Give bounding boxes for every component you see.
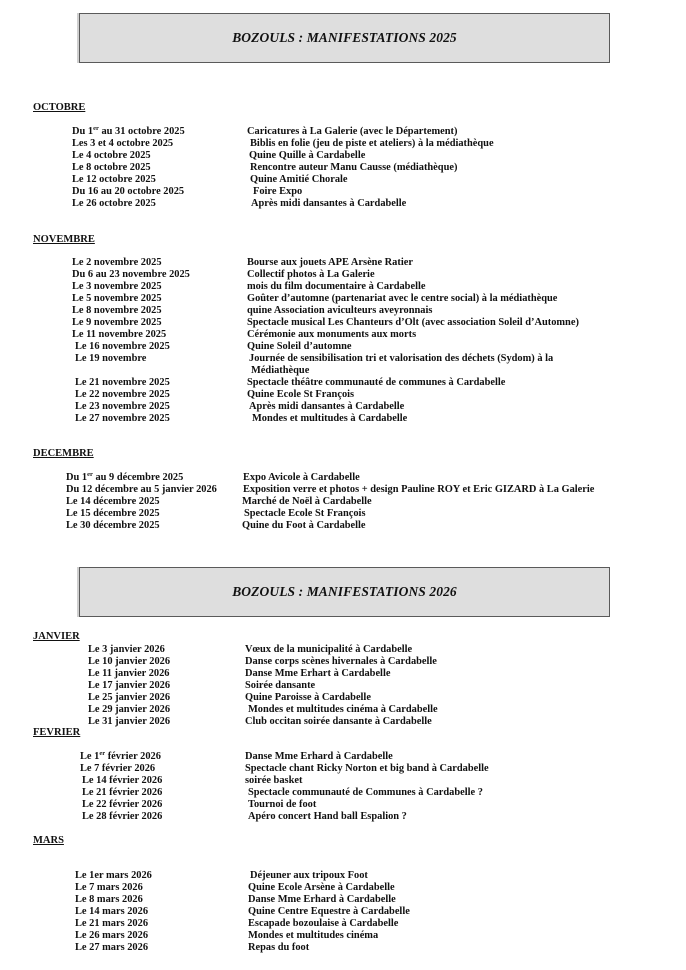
title-box-2026 [79, 567, 610, 617]
event-row [0, 401, 686, 413]
event-row [0, 341, 686, 353]
event-description: Marché de Noël à Cardabelle [242, 496, 372, 507]
event-description: Spectacle communauté de Communes à Cardabelle ? [248, 787, 483, 798]
title-box-2025 [79, 13, 610, 63]
event-row-continuation [0, 365, 686, 377]
event-date [66, 472, 183, 484]
event-row [0, 389, 686, 401]
page-title-2026: BOZOULS : MANIFESTATIONS 2026 [232, 584, 457, 599]
event-row [0, 751, 686, 763]
event-date: Le 11 novembre 2025 [72, 329, 167, 340]
event-description: Vœux de la municipalité à Cardabelle [245, 644, 413, 655]
event-description: Club occitan soirée dansante à Cardabelle [245, 716, 432, 727]
event-row [0, 704, 686, 716]
event-date: Le 12 octobre 2025 [72, 174, 156, 185]
event-description: Quine du Foot à Cardabelle [242, 520, 366, 531]
event-date: Le 26 mars 2026 [75, 930, 149, 941]
event-description: Spectacle chant Ricky Norton et big band à Cardabelle [245, 763, 489, 774]
event-row [0, 150, 686, 162]
event-row [0, 692, 686, 704]
event-description: Mondes et multitudes cinéma [248, 930, 379, 941]
event-date: Le 2 novembre 2025 [72, 257, 162, 268]
event-description: Journée de sensibilisation tri et valorisation des déchets (Sydom) à la [249, 353, 554, 364]
event-date: Le 7 février 2026 [80, 763, 156, 774]
event-row [0, 126, 686, 138]
event-row [0, 198, 686, 210]
event-description: quine Association aviculteurs aveyronnais [247, 305, 433, 316]
event-row [0, 353, 686, 365]
date-text: février 2026 [105, 751, 161, 762]
event-description: Cérémonie aux monuments aux morts [247, 329, 417, 340]
event-date: Le 9 novembre 2025 [72, 317, 162, 328]
event-row [0, 317, 686, 329]
event-row [0, 186, 686, 198]
event-row [0, 882, 686, 894]
date-text: au 9 décembre 2025 [92, 472, 184, 483]
event-description: Mondes et multitudes à Cardabelle [252, 413, 408, 424]
event-date: Le 14 février 2026 [82, 775, 163, 786]
event-date: Le 21 mars 2026 [75, 918, 149, 929]
event-row [0, 680, 686, 692]
event-description: Caricatures à La Galerie (avec le Département) [247, 126, 458, 137]
event-date: Le 1er mars 2026 [75, 870, 152, 881]
event-date: Le 19 novembre [75, 353, 147, 364]
event-row [0, 811, 686, 823]
event-row [0, 894, 686, 906]
event-date: Le 25 janvier 2026 [88, 692, 171, 703]
event-description: Exposition verre et photos + design Pauline ROY et Eric GIZARD à La Galerie [243, 484, 595, 495]
event-row [0, 484, 686, 496]
date-text: Du 1 [66, 472, 88, 483]
event-row [0, 281, 686, 293]
event-row [0, 930, 686, 942]
event-row [0, 942, 686, 954]
event-description: Quine Soleil d’automne [247, 341, 352, 352]
event-date: Le 30 décembre 2025 [66, 520, 160, 531]
event-description: Danse Mme Erhard à Cardabelle [248, 894, 396, 905]
event-description: Spectacle musical Les Chanteurs d’Olt (avec association Soleil d’Automne) [247, 317, 579, 328]
event-date: Le 29 janvier 2026 [88, 704, 171, 715]
event-date: Le 21 février 2026 [82, 787, 163, 798]
event-date: Du 6 au 23 novembre 2025 [72, 269, 190, 280]
event-date: Le 16 novembre 2025 [75, 341, 170, 352]
date-text: Le 1 [80, 751, 100, 762]
event-description: Escapade bozoulaise à Cardabelle [248, 918, 399, 929]
month-heading-decembre: DECEMBRE [33, 448, 94, 459]
event-date [72, 126, 185, 138]
event-description: Tournoi de foot [248, 799, 317, 810]
date-text: au 31 octobre 2025 [98, 126, 185, 137]
event-date: Le 31 janvier 2026 [88, 716, 171, 727]
event-description-continuation: Médiathèque [251, 365, 310, 376]
event-row [0, 413, 686, 425]
date-text: Du 1 [72, 126, 94, 137]
month-heading-novembre: NOVEMBRE [33, 234, 95, 245]
date-superscript: er [87, 471, 93, 478]
month-heading-fevrier: FEVRIER [33, 727, 81, 738]
event-description: Rencontre auteur Manu Causse (médiathèque) [250, 162, 458, 173]
month-heading-janvier: JANVIER [33, 631, 80, 642]
event-row [0, 162, 686, 174]
event-date: Le 8 octobre 2025 [72, 162, 151, 173]
event-date: Le 7 mars 2026 [75, 882, 143, 893]
event-row [0, 174, 686, 186]
event-row [0, 906, 686, 918]
date-superscript: er [99, 750, 106, 757]
event-description: Apéro concert Hand ball Espalion ? [248, 811, 407, 822]
event-description: Biblis en folie (jeu de piste et ateliers) à la médiathèque [250, 138, 494, 149]
event-date: Le 14 décembre 2025 [66, 496, 160, 507]
event-date: Le 17 janvier 2026 [88, 680, 171, 691]
event-row [0, 787, 686, 799]
event-date: Le 28 février 2026 [82, 811, 163, 822]
event-description: Expo Avicole à Cardabelle [243, 472, 360, 483]
event-date: Le 15 décembre 2025 [66, 508, 160, 519]
event-description: Quine Ecole Arsène à Cardabelle [248, 882, 395, 893]
event-row [0, 329, 686, 341]
event-row [0, 257, 686, 269]
event-description: Spectacle Ecole St François [244, 508, 366, 519]
event-row [0, 305, 686, 317]
event-description: Danse Mme Erhart à Cardabelle [245, 668, 391, 679]
event-date: Le 27 mars 2026 [75, 942, 149, 953]
event-description: Quine Ecole St François [247, 389, 355, 400]
event-description: Spectacle théâtre communauté de communes à Cardabelle [247, 377, 506, 388]
event-description: Quine Amitié Chorale [250, 174, 348, 185]
event-description: Goûter d’automne (partenariat avec le centre social) à la médiathèque [247, 293, 558, 304]
event-date: Le 23 novembre 2025 [75, 401, 170, 412]
month-heading-octobre: OCTOBRE [33, 102, 86, 113]
event-row [0, 496, 686, 508]
event-description: Danse corps scènes hivernales à Cardabelle [245, 656, 437, 667]
event-description: Foire Expo [253, 186, 303, 197]
event-row [0, 508, 686, 520]
event-date: Le 3 novembre 2025 [72, 281, 162, 292]
event-row [0, 870, 686, 882]
event-description: Quine Paroisse à Cardabelle [245, 692, 371, 703]
date-superscript: er [93, 125, 99, 132]
event-description: Soirée dansante [245, 680, 316, 691]
event-row [0, 716, 686, 728]
event-row [0, 520, 686, 532]
event-description: Après midi dansantes à Cardabelle [249, 401, 405, 412]
event-row [0, 775, 686, 787]
event-date: Les 3 et 4 octobre 2025 [72, 138, 174, 149]
event-description: Repas du foot [248, 942, 310, 953]
event-description: Quine Quille à Cardabelle [249, 150, 366, 161]
event-date: Du 12 décembre au 5 janvier 2026 [66, 484, 217, 495]
event-row [0, 644, 686, 656]
event-date: Le 27 novembre 2025 [75, 413, 170, 424]
event-row [0, 138, 686, 150]
event-date [80, 751, 161, 763]
event-description: Après midi dansantes à Cardabelle [251, 198, 407, 209]
event-date: Le 10 janvier 2026 [88, 656, 171, 667]
event-date: Le 22 novembre 2025 [75, 389, 170, 400]
event-description: Mondes et multitudes cinéma à Cardabelle [248, 704, 438, 715]
event-date: Le 21 novembre 2025 [75, 377, 170, 388]
event-row [0, 269, 686, 281]
event-row [0, 668, 686, 680]
event-date: Le 14 mars 2026 [75, 906, 149, 917]
event-description: Quine Centre Equestre à Cardabelle [248, 906, 410, 917]
event-row [0, 799, 686, 811]
event-row [0, 656, 686, 668]
month-heading-mars: MARS [33, 835, 64, 846]
event-date: Le 8 mars 2026 [75, 894, 143, 905]
event-date: Le 22 février 2026 [82, 799, 163, 810]
event-date: Le 3 janvier 2026 [88, 644, 165, 655]
event-date: Le 4 octobre 2025 [72, 150, 151, 161]
event-row [0, 293, 686, 305]
event-description: Collectif photos à La Galerie [247, 269, 375, 280]
event-description: Déjeuner aux tripoux Foot [250, 870, 368, 881]
event-row [0, 918, 686, 930]
event-date: Le 5 novembre 2025 [72, 293, 162, 304]
event-date: Le 11 janvier 2026 [88, 668, 170, 679]
event-row [0, 763, 686, 775]
event-description: soirée basket [245, 775, 303, 786]
event-description: Danse Mme Erhard à Cardabelle [245, 751, 393, 762]
page-title-2025: BOZOULS : MANIFESTATIONS 2025 [232, 30, 457, 45]
event-date: Le 26 octobre 2025 [72, 198, 156, 209]
event-row [0, 472, 686, 484]
event-description: Bourse aux jouets APE Arsène Ratier [247, 257, 413, 268]
event-date: Du 16 au 20 octobre 2025 [72, 186, 185, 197]
event-row [0, 377, 686, 389]
event-description: mois du film documentaire à Cardabelle [247, 281, 426, 292]
event-date: Le 8 novembre 2025 [72, 305, 162, 316]
